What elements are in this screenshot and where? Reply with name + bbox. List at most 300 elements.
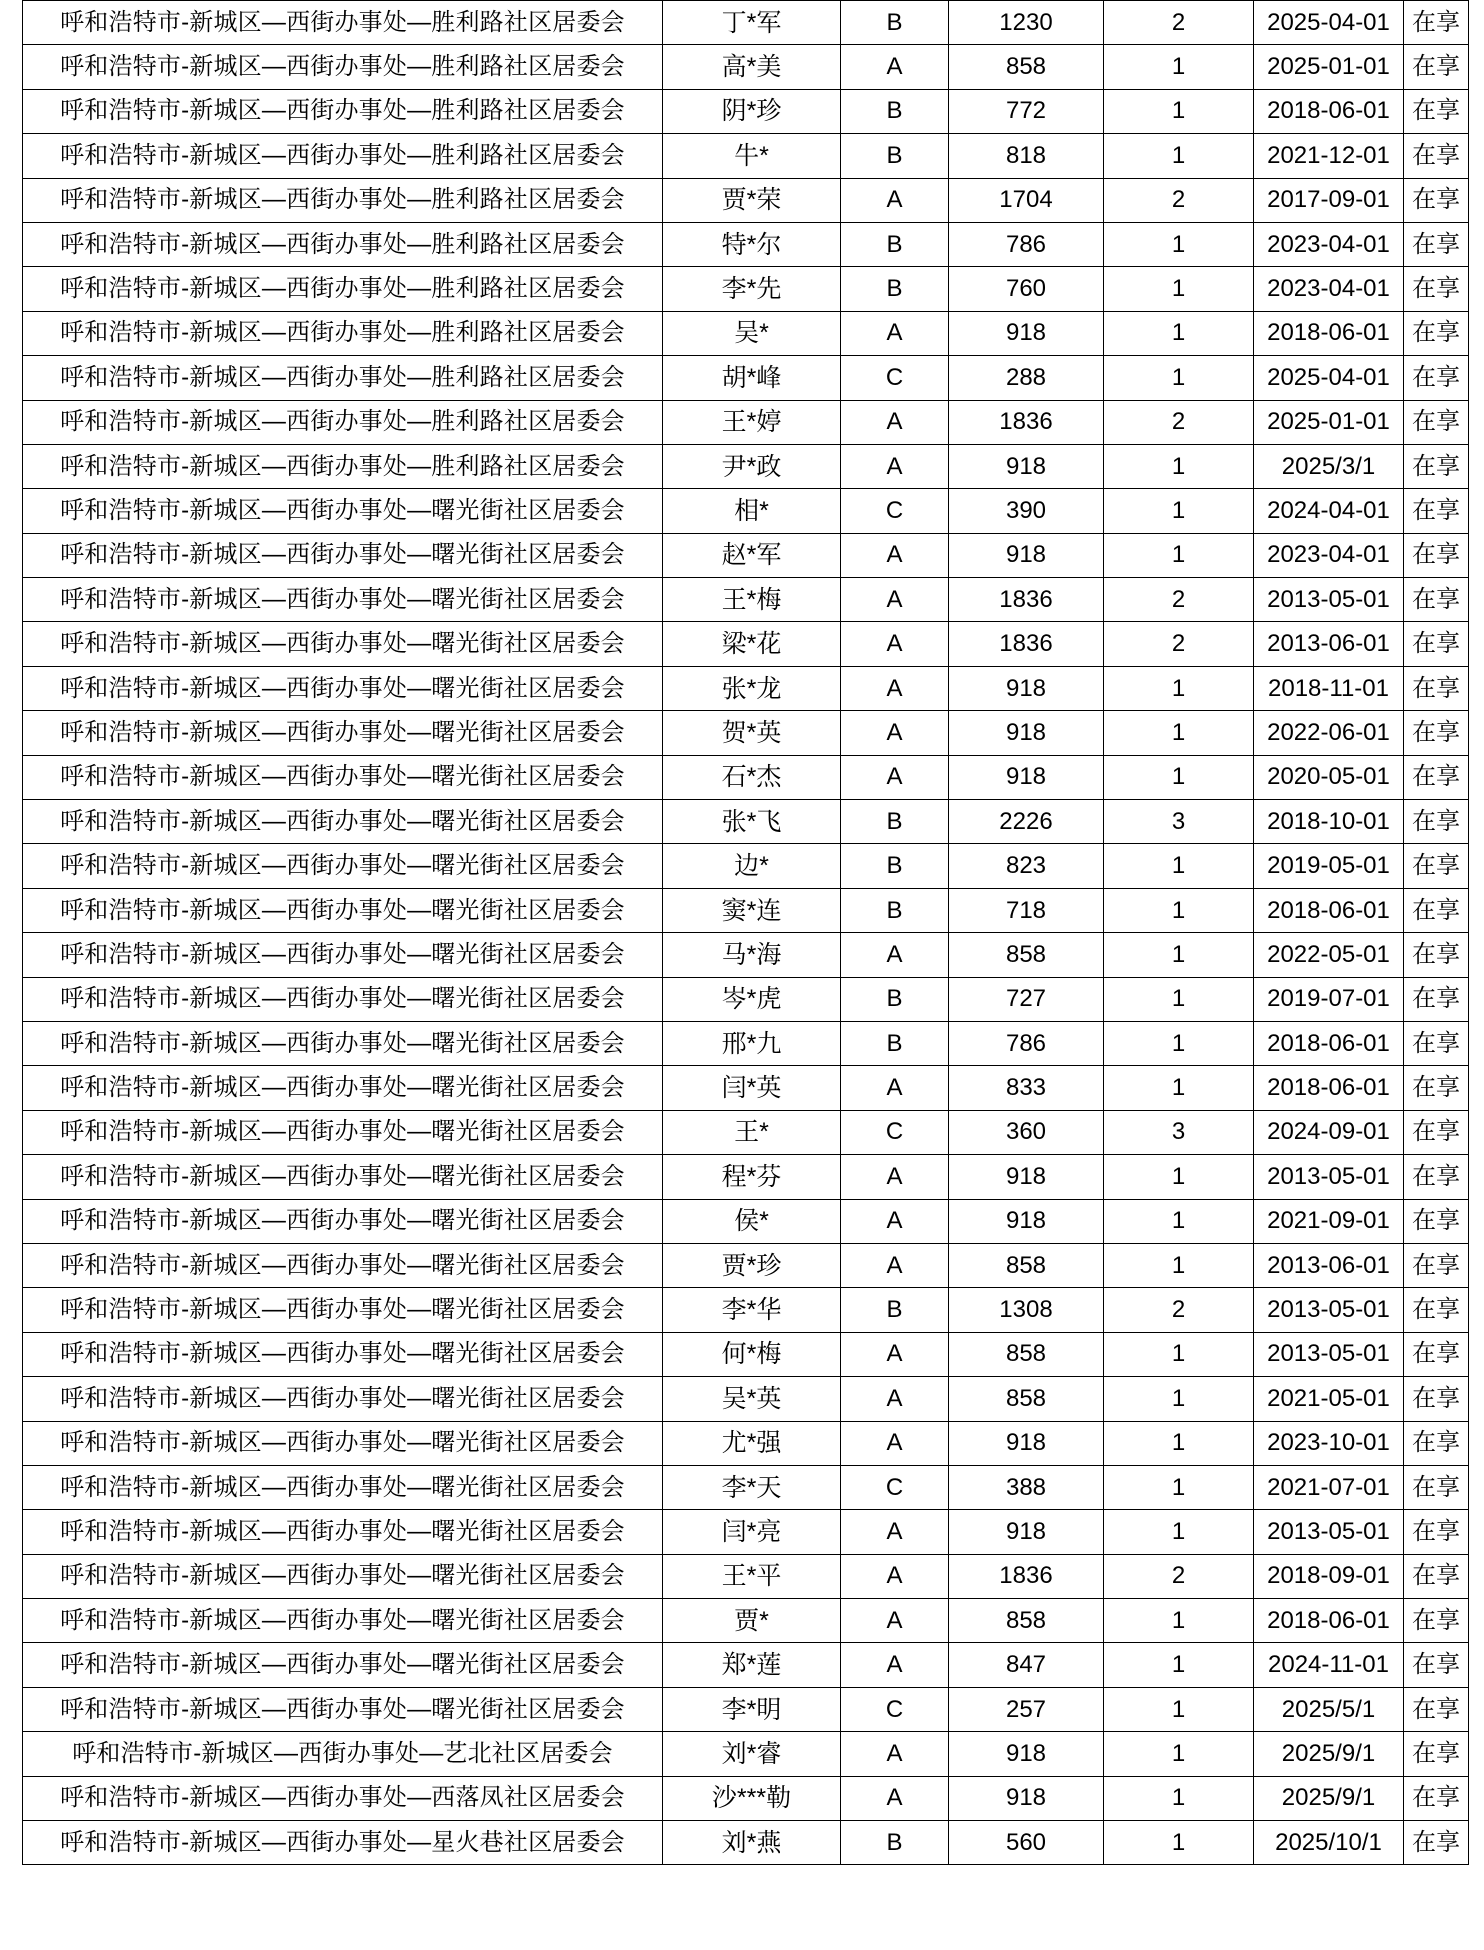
- date-cell: 2013-05-01: [1254, 1510, 1404, 1554]
- date-cell: 2025/9/1: [1254, 1732, 1404, 1776]
- table-row: [23, 134, 1469, 178]
- name-cell: 贺*英: [663, 711, 841, 755]
- status-cell: 在享: [1404, 1377, 1469, 1421]
- status-cell: 在享: [1404, 1554, 1469, 1598]
- table-row: [23, 489, 1469, 533]
- amount-cell: 823: [949, 844, 1104, 888]
- table-row: [23, 1776, 1469, 1820]
- amount-cell: 918: [949, 533, 1104, 577]
- name-cell: 侯*: [663, 1199, 841, 1243]
- status-cell: 在享: [1404, 1155, 1469, 1199]
- name-cell: 窦*连: [663, 888, 841, 932]
- table-row: [23, 666, 1469, 710]
- count-cell: 1: [1104, 711, 1254, 755]
- status-cell: 在享: [1404, 933, 1469, 977]
- org-cell: 呼和浩特市-新城区—西街办事处—曙光街社区居委会: [23, 1332, 663, 1376]
- status-cell: 在享: [1404, 1421, 1469, 1465]
- status-cell: 在享: [1404, 222, 1469, 266]
- amount-cell: 818: [949, 134, 1104, 178]
- count-cell: 1: [1104, 1243, 1254, 1287]
- org-cell: 呼和浩特市-新城区—西街办事处—曙光街社区居委会: [23, 1554, 663, 1598]
- class-cell: C: [841, 356, 949, 400]
- count-cell: 1: [1104, 844, 1254, 888]
- class-cell: A: [841, 1377, 949, 1421]
- status-cell: 在享: [1404, 1599, 1469, 1643]
- date-cell: 2025-04-01: [1254, 1, 1404, 45]
- date-cell: 2021-05-01: [1254, 1377, 1404, 1421]
- name-cell: 王*: [663, 1110, 841, 1154]
- org-cell: 呼和浩特市-新城区—西街办事处—艺北社区居委会: [23, 1732, 663, 1776]
- org-cell: 呼和浩特市-新城区—西街办事处—曙光街社区居委会: [23, 1421, 663, 1465]
- amount-cell: 257: [949, 1687, 1104, 1731]
- date-cell: 2018-06-01: [1254, 1599, 1404, 1643]
- count-cell: 1: [1104, 1510, 1254, 1554]
- name-cell: 王*平: [663, 1554, 841, 1598]
- count-cell: 1: [1104, 89, 1254, 133]
- count-cell: 1: [1104, 356, 1254, 400]
- org-cell: 呼和浩特市-新城区—西街办事处—胜利路社区居委会: [23, 1, 663, 45]
- count-cell: 2: [1104, 400, 1254, 444]
- class-cell: B: [841, 134, 949, 178]
- date-cell: 2025-04-01: [1254, 356, 1404, 400]
- table-row: [23, 1199, 1469, 1243]
- status-cell: 在享: [1404, 977, 1469, 1021]
- amount-cell: 2226: [949, 800, 1104, 844]
- org-cell: 呼和浩特市-新城区—西街办事处—曙光街社区居委会: [23, 1599, 663, 1643]
- count-cell: 3: [1104, 800, 1254, 844]
- count-cell: 1: [1104, 1199, 1254, 1243]
- class-cell: B: [841, 222, 949, 266]
- count-cell: 3: [1104, 1110, 1254, 1154]
- count-cell: 1: [1104, 1155, 1254, 1199]
- status-cell: 在享: [1404, 844, 1469, 888]
- date-cell: 2023-10-01: [1254, 1421, 1404, 1465]
- name-cell: 李*华: [663, 1288, 841, 1332]
- count-cell: 1: [1104, 1687, 1254, 1731]
- name-cell: 边*: [663, 844, 841, 888]
- count-cell: 2: [1104, 578, 1254, 622]
- amount-cell: 718: [949, 888, 1104, 932]
- status-cell: 在享: [1404, 444, 1469, 488]
- date-cell: 2013-05-01: [1254, 1155, 1404, 1199]
- count-cell: 1: [1104, 1332, 1254, 1376]
- class-cell: B: [841, 1021, 949, 1065]
- status-cell: 在享: [1404, 178, 1469, 222]
- status-cell: 在享: [1404, 622, 1469, 666]
- table-row: [23, 1288, 1469, 1332]
- status-cell: 在享: [1404, 1243, 1469, 1287]
- date-cell: 2018-06-01: [1254, 89, 1404, 133]
- count-cell: 1: [1104, 311, 1254, 355]
- org-cell: 呼和浩特市-新城区—西街办事处—西落凤社区居委会: [23, 1776, 663, 1820]
- name-cell: 闫*英: [663, 1066, 841, 1110]
- org-cell: 呼和浩特市-新城区—西街办事处—曙光街社区居委会: [23, 711, 663, 755]
- class-cell: A: [841, 1243, 949, 1287]
- org-cell: 呼和浩特市-新城区—西街办事处—曙光街社区居委会: [23, 1243, 663, 1287]
- name-cell: 程*芬: [663, 1155, 841, 1199]
- class-cell: A: [841, 1155, 949, 1199]
- table-row: [23, 888, 1469, 932]
- table-row: [23, 1332, 1469, 1376]
- amount-cell: 360: [949, 1110, 1104, 1154]
- count-cell: 1: [1104, 1776, 1254, 1820]
- name-cell: 特*尔: [663, 222, 841, 266]
- org-cell: 呼和浩特市-新城区—西街办事处—曙光街社区居委会: [23, 622, 663, 666]
- amount-cell: 288: [949, 356, 1104, 400]
- amount-cell: 1704: [949, 178, 1104, 222]
- status-cell: 在享: [1404, 711, 1469, 755]
- count-cell: 2: [1104, 1, 1254, 45]
- class-cell: A: [841, 311, 949, 355]
- org-cell: 呼和浩特市-新城区—西街办事处—曙光街社区居委会: [23, 1199, 663, 1243]
- table-row: [23, 45, 1469, 89]
- name-cell: 张*龙: [663, 666, 841, 710]
- name-cell: 尤*强: [663, 1421, 841, 1465]
- count-cell: 1: [1104, 1421, 1254, 1465]
- name-cell: 丁*军: [663, 1, 841, 45]
- class-cell: C: [841, 489, 949, 533]
- count-cell: 2: [1104, 1288, 1254, 1332]
- status-cell: 在享: [1404, 1021, 1469, 1065]
- org-cell: 呼和浩特市-新城区—西街办事处—曙光街社区居委会: [23, 1066, 663, 1110]
- amount-cell: 760: [949, 267, 1104, 311]
- org-cell: 呼和浩特市-新城区—西街办事处—曙光街社区居委会: [23, 933, 663, 977]
- count-cell: 1: [1104, 222, 1254, 266]
- date-cell: 2025/9/1: [1254, 1776, 1404, 1820]
- amount-cell: 918: [949, 1199, 1104, 1243]
- table-row: [23, 1643, 1469, 1687]
- amount-cell: 390: [949, 489, 1104, 533]
- table-row: [23, 977, 1469, 1021]
- table-row: [23, 533, 1469, 577]
- table-row: [23, 711, 1469, 755]
- name-cell: 梁*花: [663, 622, 841, 666]
- status-cell: 在享: [1404, 666, 1469, 710]
- date-cell: 2019-05-01: [1254, 844, 1404, 888]
- org-cell: 呼和浩特市-新城区—西街办事处—曙光街社区居委会: [23, 844, 663, 888]
- date-cell: 2024-11-01: [1254, 1643, 1404, 1687]
- table-row: [23, 622, 1469, 666]
- table-row: [23, 1021, 1469, 1065]
- org-cell: 呼和浩特市-新城区—西街办事处—胜利路社区居委会: [23, 311, 663, 355]
- class-cell: A: [841, 1332, 949, 1376]
- table-row: [23, 1110, 1469, 1154]
- class-cell: C: [841, 1110, 949, 1154]
- amount-cell: 1836: [949, 1554, 1104, 1598]
- status-cell: 在享: [1404, 1732, 1469, 1776]
- class-cell: A: [841, 933, 949, 977]
- count-cell: 1: [1104, 1599, 1254, 1643]
- name-cell: 相*: [663, 489, 841, 533]
- class-cell: A: [841, 1199, 949, 1243]
- table-row: [23, 1821, 1469, 1865]
- table-row: [23, 755, 1469, 799]
- date-cell: 2023-04-01: [1254, 222, 1404, 266]
- date-cell: 2018-09-01: [1254, 1554, 1404, 1598]
- date-cell: 2021-07-01: [1254, 1465, 1404, 1509]
- status-cell: 在享: [1404, 311, 1469, 355]
- name-cell: 石*杰: [663, 755, 841, 799]
- class-cell: A: [841, 1732, 949, 1776]
- date-cell: 2018-06-01: [1254, 1066, 1404, 1110]
- date-cell: 2025/5/1: [1254, 1687, 1404, 1731]
- status-cell: 在享: [1404, 533, 1469, 577]
- class-cell: A: [841, 666, 949, 710]
- class-cell: B: [841, 1821, 949, 1865]
- class-cell: B: [841, 267, 949, 311]
- date-cell: 2017-09-01: [1254, 178, 1404, 222]
- org-cell: 呼和浩特市-新城区—西街办事处—曙光街社区居委会: [23, 1377, 663, 1421]
- amount-cell: 560: [949, 1821, 1104, 1865]
- class-cell: C: [841, 1687, 949, 1731]
- org-cell: 呼和浩特市-新城区—西街办事处—曙光街社区居委会: [23, 977, 663, 1021]
- status-cell: 在享: [1404, 45, 1469, 89]
- status-cell: 在享: [1404, 1110, 1469, 1154]
- date-cell: 2013-05-01: [1254, 578, 1404, 622]
- name-cell: 刘*睿: [663, 1732, 841, 1776]
- date-cell: 2024-09-01: [1254, 1110, 1404, 1154]
- count-cell: 1: [1104, 1643, 1254, 1687]
- count-cell: 1: [1104, 267, 1254, 311]
- org-cell: 呼和浩特市-新城区—西街办事处—曙光街社区居委会: [23, 578, 663, 622]
- count-cell: 1: [1104, 1066, 1254, 1110]
- status-cell: 在享: [1404, 888, 1469, 932]
- amount-cell: 918: [949, 666, 1104, 710]
- count-cell: 1: [1104, 489, 1254, 533]
- date-cell: 2020-05-01: [1254, 755, 1404, 799]
- date-cell: 2022-06-01: [1254, 711, 1404, 755]
- table-row: [23, 1421, 1469, 1465]
- amount-cell: 918: [949, 1510, 1104, 1554]
- date-cell: 2013-05-01: [1254, 1332, 1404, 1376]
- amount-cell: 858: [949, 1332, 1104, 1376]
- class-cell: A: [841, 755, 949, 799]
- table-row: [23, 1, 1469, 45]
- date-cell: 2013-06-01: [1254, 1243, 1404, 1287]
- count-cell: 1: [1104, 45, 1254, 89]
- amount-cell: 858: [949, 933, 1104, 977]
- class-cell: A: [841, 1510, 949, 1554]
- status-cell: 在享: [1404, 400, 1469, 444]
- table-row: [23, 933, 1469, 977]
- org-cell: 呼和浩特市-新城区—西街办事处—曙光街社区居委会: [23, 533, 663, 577]
- amount-cell: 858: [949, 1377, 1104, 1421]
- amount-cell: 786: [949, 1021, 1104, 1065]
- date-cell: 2024-04-01: [1254, 489, 1404, 533]
- org-cell: 呼和浩特市-新城区—西街办事处—胜利路社区居委会: [23, 444, 663, 488]
- class-cell: A: [841, 1776, 949, 1820]
- status-cell: 在享: [1404, 1066, 1469, 1110]
- class-cell: A: [841, 444, 949, 488]
- class-cell: A: [841, 1599, 949, 1643]
- table-row: [23, 444, 1469, 488]
- date-cell: 2025-01-01: [1254, 400, 1404, 444]
- status-cell: 在享: [1404, 1199, 1469, 1243]
- name-cell: 郑*莲: [663, 1643, 841, 1687]
- status-cell: 在享: [1404, 134, 1469, 178]
- org-cell: 呼和浩特市-新城区—西街办事处—曙光街社区居委会: [23, 888, 663, 932]
- amount-cell: 1836: [949, 578, 1104, 622]
- name-cell: 高*美: [663, 45, 841, 89]
- count-cell: 2: [1104, 178, 1254, 222]
- status-cell: 在享: [1404, 755, 1469, 799]
- table-row: [23, 222, 1469, 266]
- date-cell: 2023-04-01: [1254, 533, 1404, 577]
- amount-cell: 388: [949, 1465, 1104, 1509]
- amount-cell: 918: [949, 711, 1104, 755]
- org-cell: 呼和浩特市-新城区—西街办事处—曙光街社区居委会: [23, 1465, 663, 1509]
- table-row: [23, 1243, 1469, 1287]
- org-cell: 呼和浩特市-新城区—西街办事处—曙光街社区居委会: [23, 666, 663, 710]
- count-cell: 2: [1104, 1554, 1254, 1598]
- class-cell: B: [841, 89, 949, 133]
- table-row: [23, 311, 1469, 355]
- name-cell: 吴*: [663, 311, 841, 355]
- status-cell: 在享: [1404, 89, 1469, 133]
- count-cell: 1: [1104, 444, 1254, 488]
- date-cell: 2018-11-01: [1254, 666, 1404, 710]
- status-cell: 在享: [1404, 1, 1469, 45]
- name-cell: 马*海: [663, 933, 841, 977]
- name-cell: 岑*虎: [663, 977, 841, 1021]
- status-cell: 在享: [1404, 1332, 1469, 1376]
- amount-cell: 918: [949, 755, 1104, 799]
- name-cell: 尹*政: [663, 444, 841, 488]
- count-cell: 1: [1104, 933, 1254, 977]
- beneficiary-table: [22, 0, 1469, 1865]
- status-cell: 在享: [1404, 578, 1469, 622]
- date-cell: 2018-06-01: [1254, 1021, 1404, 1065]
- status-cell: 在享: [1404, 1821, 1469, 1865]
- status-cell: 在享: [1404, 1776, 1469, 1820]
- org-cell: 呼和浩特市-新城区—西街办事处—星火巷社区居委会: [23, 1821, 663, 1865]
- date-cell: 2025/3/1: [1254, 444, 1404, 488]
- table-row: [23, 1377, 1469, 1421]
- org-cell: 呼和浩特市-新城区—西街办事处—曙光街社区居委会: [23, 1288, 663, 1332]
- amount-cell: 918: [949, 1421, 1104, 1465]
- class-cell: A: [841, 1421, 949, 1465]
- count-cell: 1: [1104, 666, 1254, 710]
- count-cell: 1: [1104, 1021, 1254, 1065]
- table-row: [23, 1155, 1469, 1199]
- table-row: [23, 267, 1469, 311]
- table-row: [23, 1687, 1469, 1731]
- name-cell: 沙***勒: [663, 1776, 841, 1820]
- amount-cell: 786: [949, 222, 1104, 266]
- amount-cell: 918: [949, 1732, 1104, 1776]
- name-cell: 闫*亮: [663, 1510, 841, 1554]
- name-cell: 吴*英: [663, 1377, 841, 1421]
- count-cell: 1: [1104, 1377, 1254, 1421]
- name-cell: 王*婷: [663, 400, 841, 444]
- class-cell: B: [841, 800, 949, 844]
- amount-cell: 858: [949, 1243, 1104, 1287]
- name-cell: 赵*军: [663, 533, 841, 577]
- count-cell: 1: [1104, 1732, 1254, 1776]
- date-cell: 2025-01-01: [1254, 45, 1404, 89]
- amount-cell: 1230: [949, 1, 1104, 45]
- name-cell: 李*天: [663, 1465, 841, 1509]
- name-cell: 李*先: [663, 267, 841, 311]
- amount-cell: 833: [949, 1066, 1104, 1110]
- class-cell: B: [841, 977, 949, 1021]
- amount-cell: 1836: [949, 400, 1104, 444]
- amount-cell: 918: [949, 311, 1104, 355]
- org-cell: 呼和浩特市-新城区—西街办事处—胜利路社区居委会: [23, 356, 663, 400]
- name-cell: 阴*珍: [663, 89, 841, 133]
- count-cell: 1: [1104, 1821, 1254, 1865]
- count-cell: 1: [1104, 533, 1254, 577]
- class-cell: B: [841, 888, 949, 932]
- count-cell: 1: [1104, 888, 1254, 932]
- status-cell: 在享: [1404, 356, 1469, 400]
- org-cell: 呼和浩特市-新城区—西街办事处—曙光街社区居委会: [23, 1110, 663, 1154]
- amount-cell: 847: [949, 1643, 1104, 1687]
- org-cell: 呼和浩特市-新城区—西街办事处—曙光街社区居委会: [23, 489, 663, 533]
- class-cell: A: [841, 1554, 949, 1598]
- name-cell: 贾*: [663, 1599, 841, 1643]
- date-cell: 2018-06-01: [1254, 311, 1404, 355]
- class-cell: C: [841, 1465, 949, 1509]
- table-row: [23, 1465, 1469, 1509]
- name-cell: 牛*: [663, 134, 841, 178]
- date-cell: 2018-06-01: [1254, 888, 1404, 932]
- amount-cell: 772: [949, 89, 1104, 133]
- count-cell: 1: [1104, 755, 1254, 799]
- org-cell: 呼和浩特市-新城区—西街办事处—曙光街社区居委会: [23, 800, 663, 844]
- org-cell: 呼和浩特市-新城区—西街办事处—曙光街社区居委会: [23, 1021, 663, 1065]
- class-cell: B: [841, 1288, 949, 1332]
- status-cell: 在享: [1404, 489, 1469, 533]
- org-cell: 呼和浩特市-新城区—西街办事处—胜利路社区居委会: [23, 222, 663, 266]
- class-cell: A: [841, 1066, 949, 1110]
- name-cell: 王*梅: [663, 578, 841, 622]
- amount-cell: 918: [949, 444, 1104, 488]
- amount-cell: 918: [949, 1776, 1104, 1820]
- table-row: [23, 1554, 1469, 1598]
- name-cell: 何*梅: [663, 1332, 841, 1376]
- status-cell: 在享: [1404, 267, 1469, 311]
- org-cell: 呼和浩特市-新城区—西街办事处—曙光街社区居委会: [23, 755, 663, 799]
- org-cell: 呼和浩特市-新城区—西街办事处—胜利路社区居委会: [23, 134, 663, 178]
- table-row: [23, 1732, 1469, 1776]
- class-cell: A: [841, 622, 949, 666]
- name-cell: 刘*燕: [663, 1821, 841, 1865]
- org-cell: 呼和浩特市-新城区—西街办事处—曙光街社区居委会: [23, 1643, 663, 1687]
- org-cell: 呼和浩特市-新城区—西街办事处—胜利路社区居委会: [23, 267, 663, 311]
- class-cell: A: [841, 578, 949, 622]
- name-cell: 贾*珍: [663, 1243, 841, 1287]
- status-cell: 在享: [1404, 800, 1469, 844]
- name-cell: 李*明: [663, 1687, 841, 1731]
- count-cell: 1: [1104, 134, 1254, 178]
- class-cell: A: [841, 178, 949, 222]
- count-cell: 1: [1104, 1465, 1254, 1509]
- org-cell: 呼和浩特市-新城区—西街办事处—曙光街社区居委会: [23, 1510, 663, 1554]
- amount-cell: 858: [949, 1599, 1104, 1643]
- org-cell: 呼和浩特市-新城区—西街办事处—胜利路社区居委会: [23, 400, 663, 444]
- amount-cell: 858: [949, 45, 1104, 89]
- org-cell: 呼和浩特市-新城区—西街办事处—曙光街社区居委会: [23, 1155, 663, 1199]
- name-cell: 胡*峰: [663, 356, 841, 400]
- date-cell: 2019-07-01: [1254, 977, 1404, 1021]
- date-cell: 2013-06-01: [1254, 622, 1404, 666]
- count-cell: 1: [1104, 977, 1254, 1021]
- class-cell: A: [841, 711, 949, 755]
- table-row: [23, 1599, 1469, 1643]
- date-cell: 2025/10/1: [1254, 1821, 1404, 1865]
- date-cell: 2023-04-01: [1254, 267, 1404, 311]
